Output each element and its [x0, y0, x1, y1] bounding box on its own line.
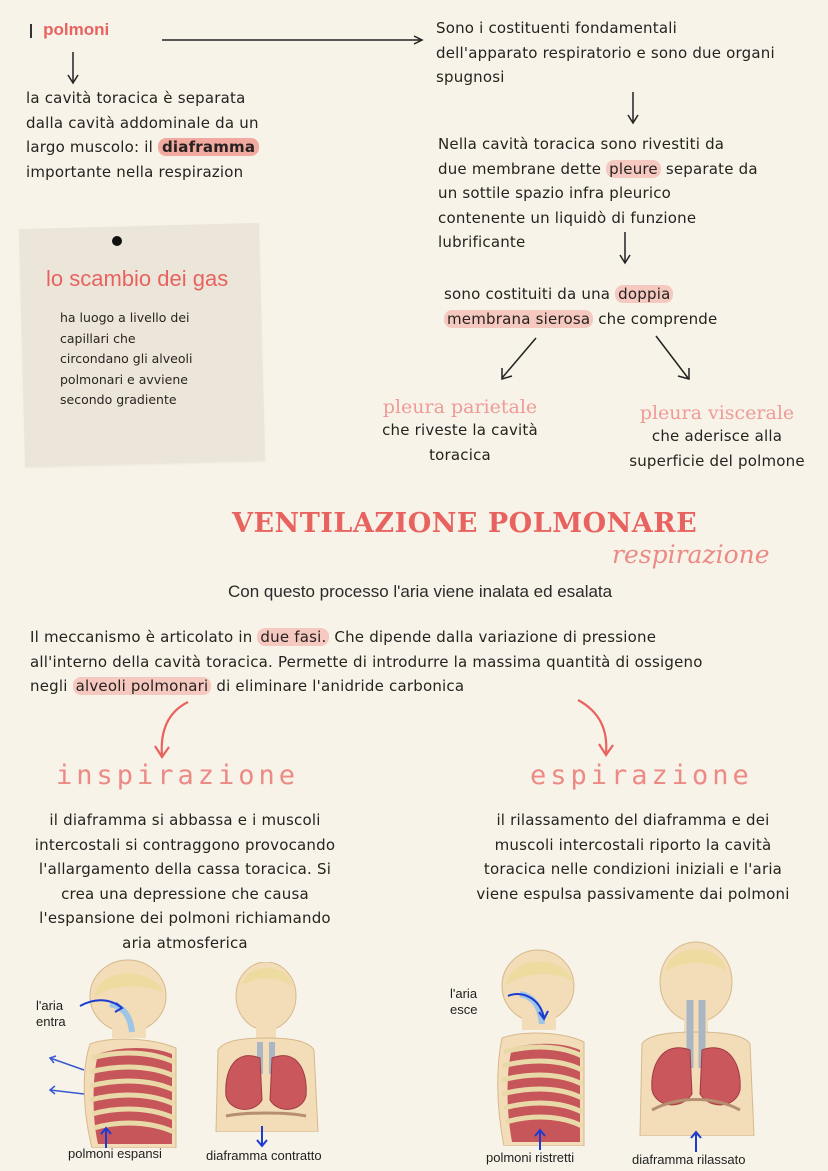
text-line: viene espulsa passivamente dai polmoni [476, 884, 790, 903]
section-title: VENTILAZIONE POLMONARE [232, 508, 698, 539]
text-line: negli alveoli polmonari di eliminare l'anidride carbonica [30, 677, 465, 695]
espirazione-text [452, 808, 814, 906]
ribcage-side-expiration-illustration [486, 946, 586, 1146]
pleura-viscerale-block [606, 402, 828, 473]
text-line: Il meccanismo è articolato in due fasi. Che dipende dalla variazione di pressione [30, 628, 657, 646]
diaframma-paragraph [26, 86, 326, 184]
polmoni-heading [30, 20, 109, 40]
text-line: toracica nelle condizioni iniziali e l'aria [483, 860, 783, 878]
espirazione-title: espirazione [530, 760, 753, 791]
text-line: secondo gradiente [60, 392, 177, 407]
text-line: due membrane dette pleure separate da [438, 159, 758, 178]
meccanismo-paragraph [30, 625, 828, 699]
text-line: contenente un liquidò di funzione [438, 208, 697, 227]
text-line: membrana sierosa che comprende [444, 307, 764, 332]
pleura-viscerale-title: pleura viscerale [639, 402, 795, 424]
inspirazione-title: inspirazione [56, 760, 300, 791]
ribcage-side-inspiration-illustration [72, 958, 182, 1148]
text-line: il diaframma si abbassa e i muscoli [49, 811, 321, 829]
note-content [46, 266, 256, 411]
intro-line: Con questo processo l'aria viene inalata ed esalata [228, 582, 613, 601]
aria-entra-label [36, 998, 66, 1030]
arrow-down-right-icon [654, 334, 696, 384]
text-line: l'espansione dei polmoni richiamando [39, 909, 331, 927]
lungs-front-expiration-illustration [638, 940, 756, 1136]
costituenti-paragraph [436, 16, 826, 90]
text-line: muscoli intercostali riporto la cavità [494, 835, 772, 854]
up-arrow-icon [534, 1128, 546, 1152]
note-title: lo scambio dei gas [46, 266, 229, 291]
text-line: che aderisce alla [651, 427, 783, 445]
text-line: crea una depressione che causa [61, 884, 309, 903]
text-line: lubrificante [438, 233, 526, 251]
text-line: ha luogo a livello dei [60, 310, 190, 325]
up-arrow-icon [690, 1130, 702, 1154]
label-line: l'aria [450, 986, 478, 1001]
lungs-front-inspiration-illustration [214, 962, 320, 1132]
text-line: un sottile spazio infra pleurico [438, 184, 672, 202]
text-line: che riveste la cavità [382, 421, 538, 439]
text-line: capillari che [60, 330, 136, 346]
pleura-parietale-block [350, 396, 570, 467]
highlight-membrana-sierosa: membrana sierosa [444, 310, 593, 328]
polmoni-ristretti-label: polmoni ristretti [486, 1150, 575, 1165]
text-line: all'interno della cavità toracica. Permette di introdurre la massima quantità di ossigeno [30, 652, 703, 671]
text-line: largo muscolo: il diaframma [26, 135, 326, 160]
down-arrow-icon [256, 1124, 268, 1148]
aria-esce-label [450, 986, 477, 1018]
text-line: l'allargamento della cassa toracica. Si [38, 860, 332, 878]
inspirazione-text [4, 808, 366, 955]
highlight-diaframma: diaframma [158, 138, 259, 156]
text-line: circondano gli alveoli [60, 351, 193, 366]
label-line: esce [450, 1002, 478, 1017]
diaframma-contratto-label: diaframma contratto [206, 1148, 322, 1163]
diaframma-rilassato-label: diaframma rilassato [632, 1152, 746, 1167]
arrow-down-icon [66, 52, 80, 86]
pleura-parietale-title: pleura parietale [382, 396, 538, 418]
text-line: sono costituiti da una doppia [444, 282, 764, 307]
curved-arrow-left-icon [150, 700, 194, 762]
text-line: Nella cavità toracica sono rivestiti da [438, 135, 725, 153]
polmoni-espansi-label: polmoni espansi [68, 1146, 162, 1161]
arrow-right-icon [162, 34, 428, 46]
text-line: spugnosi [436, 68, 505, 86]
text-line: aria atmosferica [122, 933, 248, 952]
pin-dot-icon [112, 236, 122, 246]
text-line: superficie del polmone [629, 451, 805, 470]
arrow-down-icon [626, 92, 640, 126]
expansion-arrows-icon [44, 1054, 90, 1104]
arrow-down-icon [618, 232, 632, 266]
text-line: intercostali si contraggono provocando [34, 835, 336, 854]
text-line: il rilassamento del diaframma e dei [496, 811, 770, 829]
text-line: dell'apparato respiratorio e sono due organi [436, 43, 775, 62]
highlight-due-fasi: due fasi. [257, 628, 329, 646]
text-line: toracica [429, 445, 491, 464]
label-line: entra [36, 1014, 66, 1029]
text-line: Sono i costituenti fondamentali [436, 19, 677, 37]
section-subtitle: respirazione [612, 540, 770, 569]
curved-arrow-right-icon [574, 698, 618, 760]
highlight-alveoli: alveoli polmonari [73, 677, 212, 695]
text-line: dalla cavità addominale da un [26, 113, 259, 132]
membrana-paragraph [444, 282, 764, 331]
text-line: polmonari e avviene [60, 371, 188, 387]
arrow-down-left-icon [496, 336, 542, 384]
highlight-doppia: doppia [615, 285, 673, 303]
label-line: l'aria [36, 998, 64, 1013]
text-line: la cavità toracica è separata [26, 89, 246, 107]
text-line: importante nella respirazion [26, 162, 244, 181]
highlight-pleure: pleure [606, 160, 661, 178]
polmoni-title: polmoni [43, 20, 110, 39]
